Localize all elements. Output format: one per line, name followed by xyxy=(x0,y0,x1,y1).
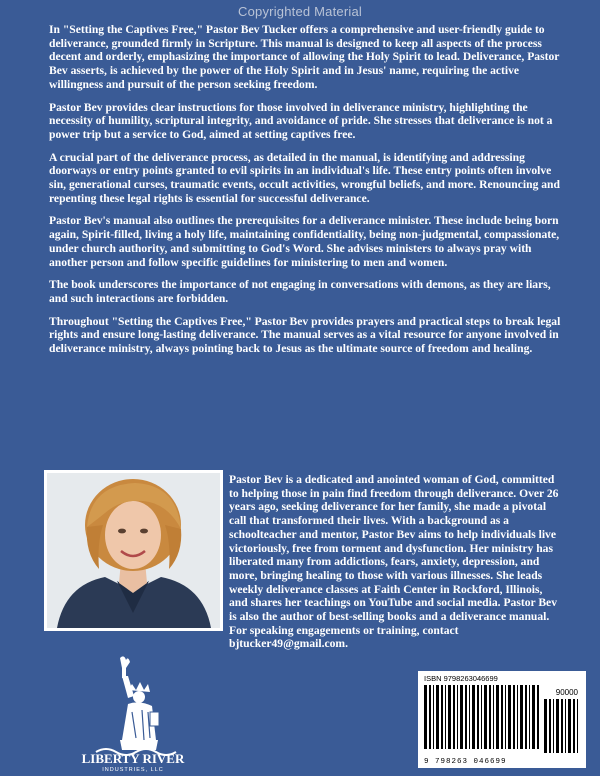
barcode-bars-main xyxy=(424,685,542,749)
publisher-logo xyxy=(62,654,204,772)
statue-of-liberty-icon xyxy=(62,654,204,772)
blurb-paragraph: The book underscores the importance of not engaging in conversations with demons, as they are liars, and such interactions are forbidden. xyxy=(49,278,551,305)
logo-subtitle: INDUSTRIES, LLC xyxy=(102,767,164,772)
blurb-paragraph: Pastor Bev's manual also outlines the prerequisites for a deliverance minister. These include being born again, Spirit-filled, living a holy life, maintaining confidentiality, being non-judgmental, compassionate, under church authority, and submitting to God's Word. She advises ministers to always pray with another person and follow specific guidelines for ministering to men and women. xyxy=(49,214,560,269)
isbn-label: ISBN 9798263046699 xyxy=(424,674,498,683)
author-photo xyxy=(44,470,223,631)
book-blurb xyxy=(49,23,561,365)
blurb-paragraph: In "Setting the Captives Free," Pastor Bev Tucker offers a comprehensive and user-friendly guide to deliverance, grounded firmly in Scripture. This manual is designed to keep all aspects of the process decent and orderly, emphasizing the importance of allowing the Holy Spirit to lead. Deliverance, Pastor Bev asserts, is achieved by the power of the Holy Spirit and in Jesus' name, requiring the active willingness and pursuit of the person seeking freedom. xyxy=(49,23,560,91)
watermark: Copyrighted Material xyxy=(238,4,362,19)
logo-wordmark: LIBERTY RIVER xyxy=(81,751,185,766)
blurb-paragraph: Throughout "Setting the Captives Free," Pastor Bev provides prayers and practical steps to break legal rights and ensure long-lasting deliverance. The manual serves as a vital resource for anyone involved in deliverance ministry, always pointing back to Jesus as the ultimate source of freedom and healing. xyxy=(49,314,561,356)
blurb-paragraph: A crucial part of the deliverance process, as detailed in the manual, is identifying and addressing doorways or entry points granted to evil spirits in an individual's life. These entry points often involve sin, generational curses, traumatic events, occult activities, wrongful beliefs, and more. Renouncing and repenting these legal rights is essential for successful deliverance. xyxy=(49,150,560,205)
isbn-digits: 9 798263 046699 xyxy=(424,758,507,766)
price-code: 90000 xyxy=(555,688,578,697)
barcode-bars-addon xyxy=(544,699,582,753)
author-portrait-illustration xyxy=(47,473,220,628)
author-bio: Pastor Bev is a dedicated and anointed woman of God, committed to helping those in pain find freedom through deliverance. Over 26 years ago, seeking deliverance for her family, she made a pivotal call that transformed their lives. With a background as a schoolteacher and mentor, Pastor Bev aims to help individuals live victoriously, free from torment and dysfunction. Her ministry has liberated many from addictions, fears, anxiety, depression, and more, bringing healing to those with various illnesses. She leads weekly deliverance classes at Faith Center in Rockford, Illinois, and shares her teachings on YouTube and social media. Pastor Bev is also the author of best-selling books and a deliverance manual. For speaking engagements or training, contact bjtucker49@gmail.com. xyxy=(229,473,559,651)
blurb-paragraph: Pastor Bev provides clear instructions for those involved in deliverance ministry, highlighting the necessity of humility, scriptural integrity, and avoidance of pride. She stresses that deliverance is not a power trip but a service to God, aimed at setting captives free. xyxy=(49,100,553,141)
isbn-barcode xyxy=(418,671,586,768)
